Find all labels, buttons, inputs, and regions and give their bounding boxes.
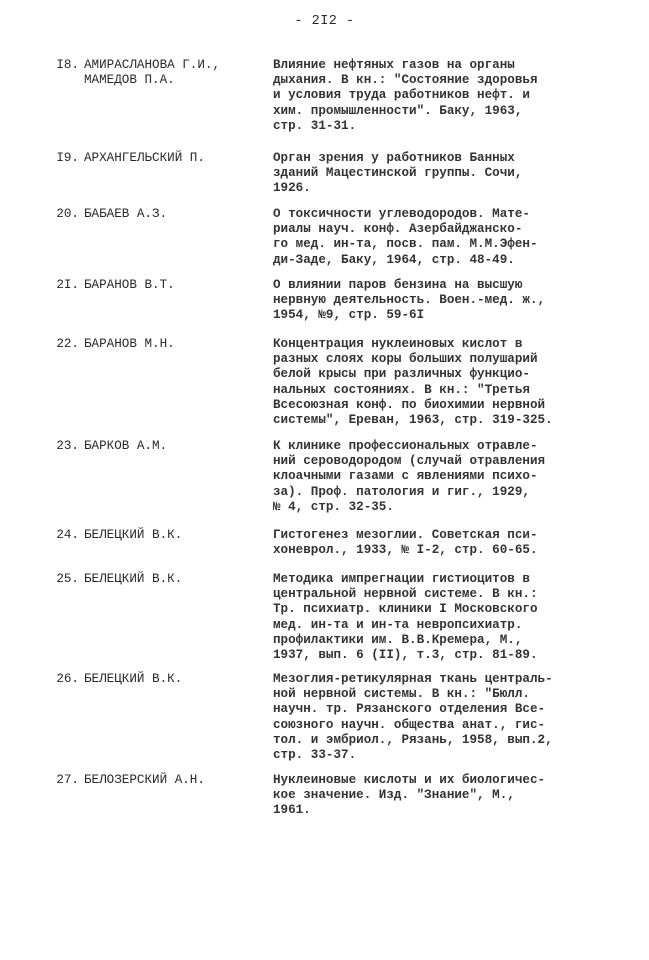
reference-line: № 4, стр. 32-35. — [273, 499, 394, 514]
reference-line: кое значение. Изд. "Знание", М., — [273, 788, 515, 803]
reference-line: стр. 33-37. — [273, 748, 357, 763]
entry-author — [84, 207, 269, 222]
reference-line: системы", Ереван, 1963, стр. 319-325. — [273, 413, 553, 428]
entry-author — [84, 151, 269, 166]
entry-reference — [273, 528, 608, 558]
entry-reference — [273, 439, 608, 515]
reference-line: за). Проф. патология и гиг., 1929, — [273, 484, 530, 499]
reference-line: го мед. ин-та, посв. пам. М.М.Эфен- — [273, 237, 538, 252]
author-line: БАРАНОВ М.Н. — [84, 337, 175, 351]
author-line: АРХАНГЕЛЬСКИЙ П. — [84, 151, 205, 165]
reference-line: Концентрация нуклеиновых кислот в — [273, 337, 523, 351]
reference-line: Гистогенез мезоглии. Советская пси- — [273, 528, 538, 542]
reference-line: Методика импрегнации гистиоцитов в — [273, 572, 530, 586]
page-number: - 2I2 - — [294, 14, 355, 29]
reference-line: риалы науч. конф. Азербайджанско- — [273, 222, 523, 237]
entry-number: 26. — [56, 672, 79, 686]
reference-line: Нуклеиновые кислоты и их биологичес- — [273, 773, 546, 787]
reference-line: К клинике профессиональных отравле- — [273, 439, 538, 453]
entry-number: I8. — [56, 58, 79, 72]
entry-number: 27. — [56, 773, 79, 787]
reference-line: тол. и эмбриол., Рязань, 1958, вып.2, — [273, 732, 553, 747]
reference-line: Влияние нефтяных газов на органы — [273, 58, 515, 72]
author-line: БЕЛЕЦКИЙ В.К. — [84, 572, 183, 586]
author-line: БЕЛЕЦКИЙ В.К. — [84, 528, 183, 542]
entry-reference — [273, 337, 608, 428]
reference-line: хоневрол., 1933, № I-2, стр. 60-65. — [273, 543, 538, 558]
author-line: БАРКОВ А.М. — [84, 439, 168, 453]
author-line: БЕЛОЗЕРСКИЙ А.Н. — [84, 773, 205, 787]
reference-line: 1954, №9, стр. 59-6I — [273, 308, 425, 323]
author-line: БАБАЕВ А.З. — [84, 207, 168, 221]
reference-line: 1926. — [273, 181, 311, 196]
reference-line: нервную деятельность. Воен.-мед. ж., — [273, 293, 546, 308]
reference-line: О токсичности углеводородов. Мате- — [273, 207, 530, 221]
entry-number: 23. — [56, 439, 79, 453]
reference-line: и условия труда работников нефт. и — [273, 88, 530, 103]
reference-line: белой крысы при различных функцио- — [273, 367, 530, 382]
reference-line: нальных состояниях. В кн.: "Третья — [273, 382, 530, 397]
entry-reference — [273, 773, 608, 819]
entry-number: 20. — [56, 207, 79, 221]
entry-author — [84, 278, 269, 293]
reference-line: мед. ин-та и ин-та невропсихиатр. — [273, 617, 523, 632]
entry-number: 22. — [56, 337, 79, 351]
author-line: БЕЛЕЦКИЙ В.К. — [84, 672, 183, 686]
entry-reference — [273, 572, 608, 663]
entry-author — [84, 337, 269, 352]
reference-line: ди-Заде, Баку, 1964, стр. 48-49. — [273, 252, 515, 267]
author-line: БАРАНОВ В.Т. — [84, 278, 175, 292]
reference-line: дыхания. В кн.: "Состояние здоровья — [273, 73, 538, 88]
author-line: АМИРАСЛАНОВА Г.И., — [84, 58, 221, 72]
entry-number: I9. — [56, 151, 79, 165]
reference-line: Мезоглия-ретикулярная ткань централь- — [273, 672, 553, 686]
reference-line: 1961. — [273, 803, 311, 818]
reference-line: хим. промышленности". Баку, 1963, — [273, 103, 523, 118]
reference-line: Всесоюзная конф. по биохимии нервной — [273, 397, 546, 412]
reference-line: стр. 31-31. — [273, 118, 357, 133]
reference-line: клоачными газами с явлениями психо- — [273, 469, 538, 484]
reference-line: Орган зрения у работников Банных — [273, 151, 515, 165]
entry-author — [84, 672, 269, 687]
reference-line: зданий Мацестинской группы. Сочи, — [273, 166, 523, 181]
entry-author — [84, 58, 269, 88]
entry-author — [84, 572, 269, 587]
entry-reference — [273, 151, 608, 197]
entry-reference — [273, 58, 608, 134]
entry-reference — [273, 672, 608, 763]
entry-author — [84, 773, 269, 788]
reference-line: центральной нервной системе. В кн.: — [273, 587, 538, 602]
author-line: МАМЕДОВ П.А. — [84, 73, 175, 88]
reference-line: 1937, вып. 6 (II), т.3, стр. 81-89. — [273, 648, 538, 663]
entry-number: 24. — [56, 528, 79, 542]
entry-number: 25. — [56, 572, 79, 586]
reference-line: О влиянии паров бензина на высшую — [273, 278, 523, 292]
entry-number: 2I. — [56, 278, 79, 292]
reference-line: ний сероводородом (случай отравления — [273, 454, 546, 469]
entry-author — [84, 528, 269, 543]
reference-line: союзного научн. общества анат., гис- — [273, 717, 546, 732]
entry-author — [84, 439, 269, 454]
reference-line: ной нервной системы. В кн.: "Бюлл. — [273, 687, 530, 702]
entry-reference — [273, 278, 608, 324]
reference-line: разных слоях коры больших полушарий — [273, 352, 538, 367]
reference-line: научн. тр. Рязанского отделения Все- — [273, 702, 546, 717]
reference-line: Тр. психиатр. клиники I Московского — [273, 602, 538, 617]
entry-reference — [273, 207, 608, 268]
reference-line: профилактики им. В.В.Кремера, М., — [273, 632, 523, 647]
